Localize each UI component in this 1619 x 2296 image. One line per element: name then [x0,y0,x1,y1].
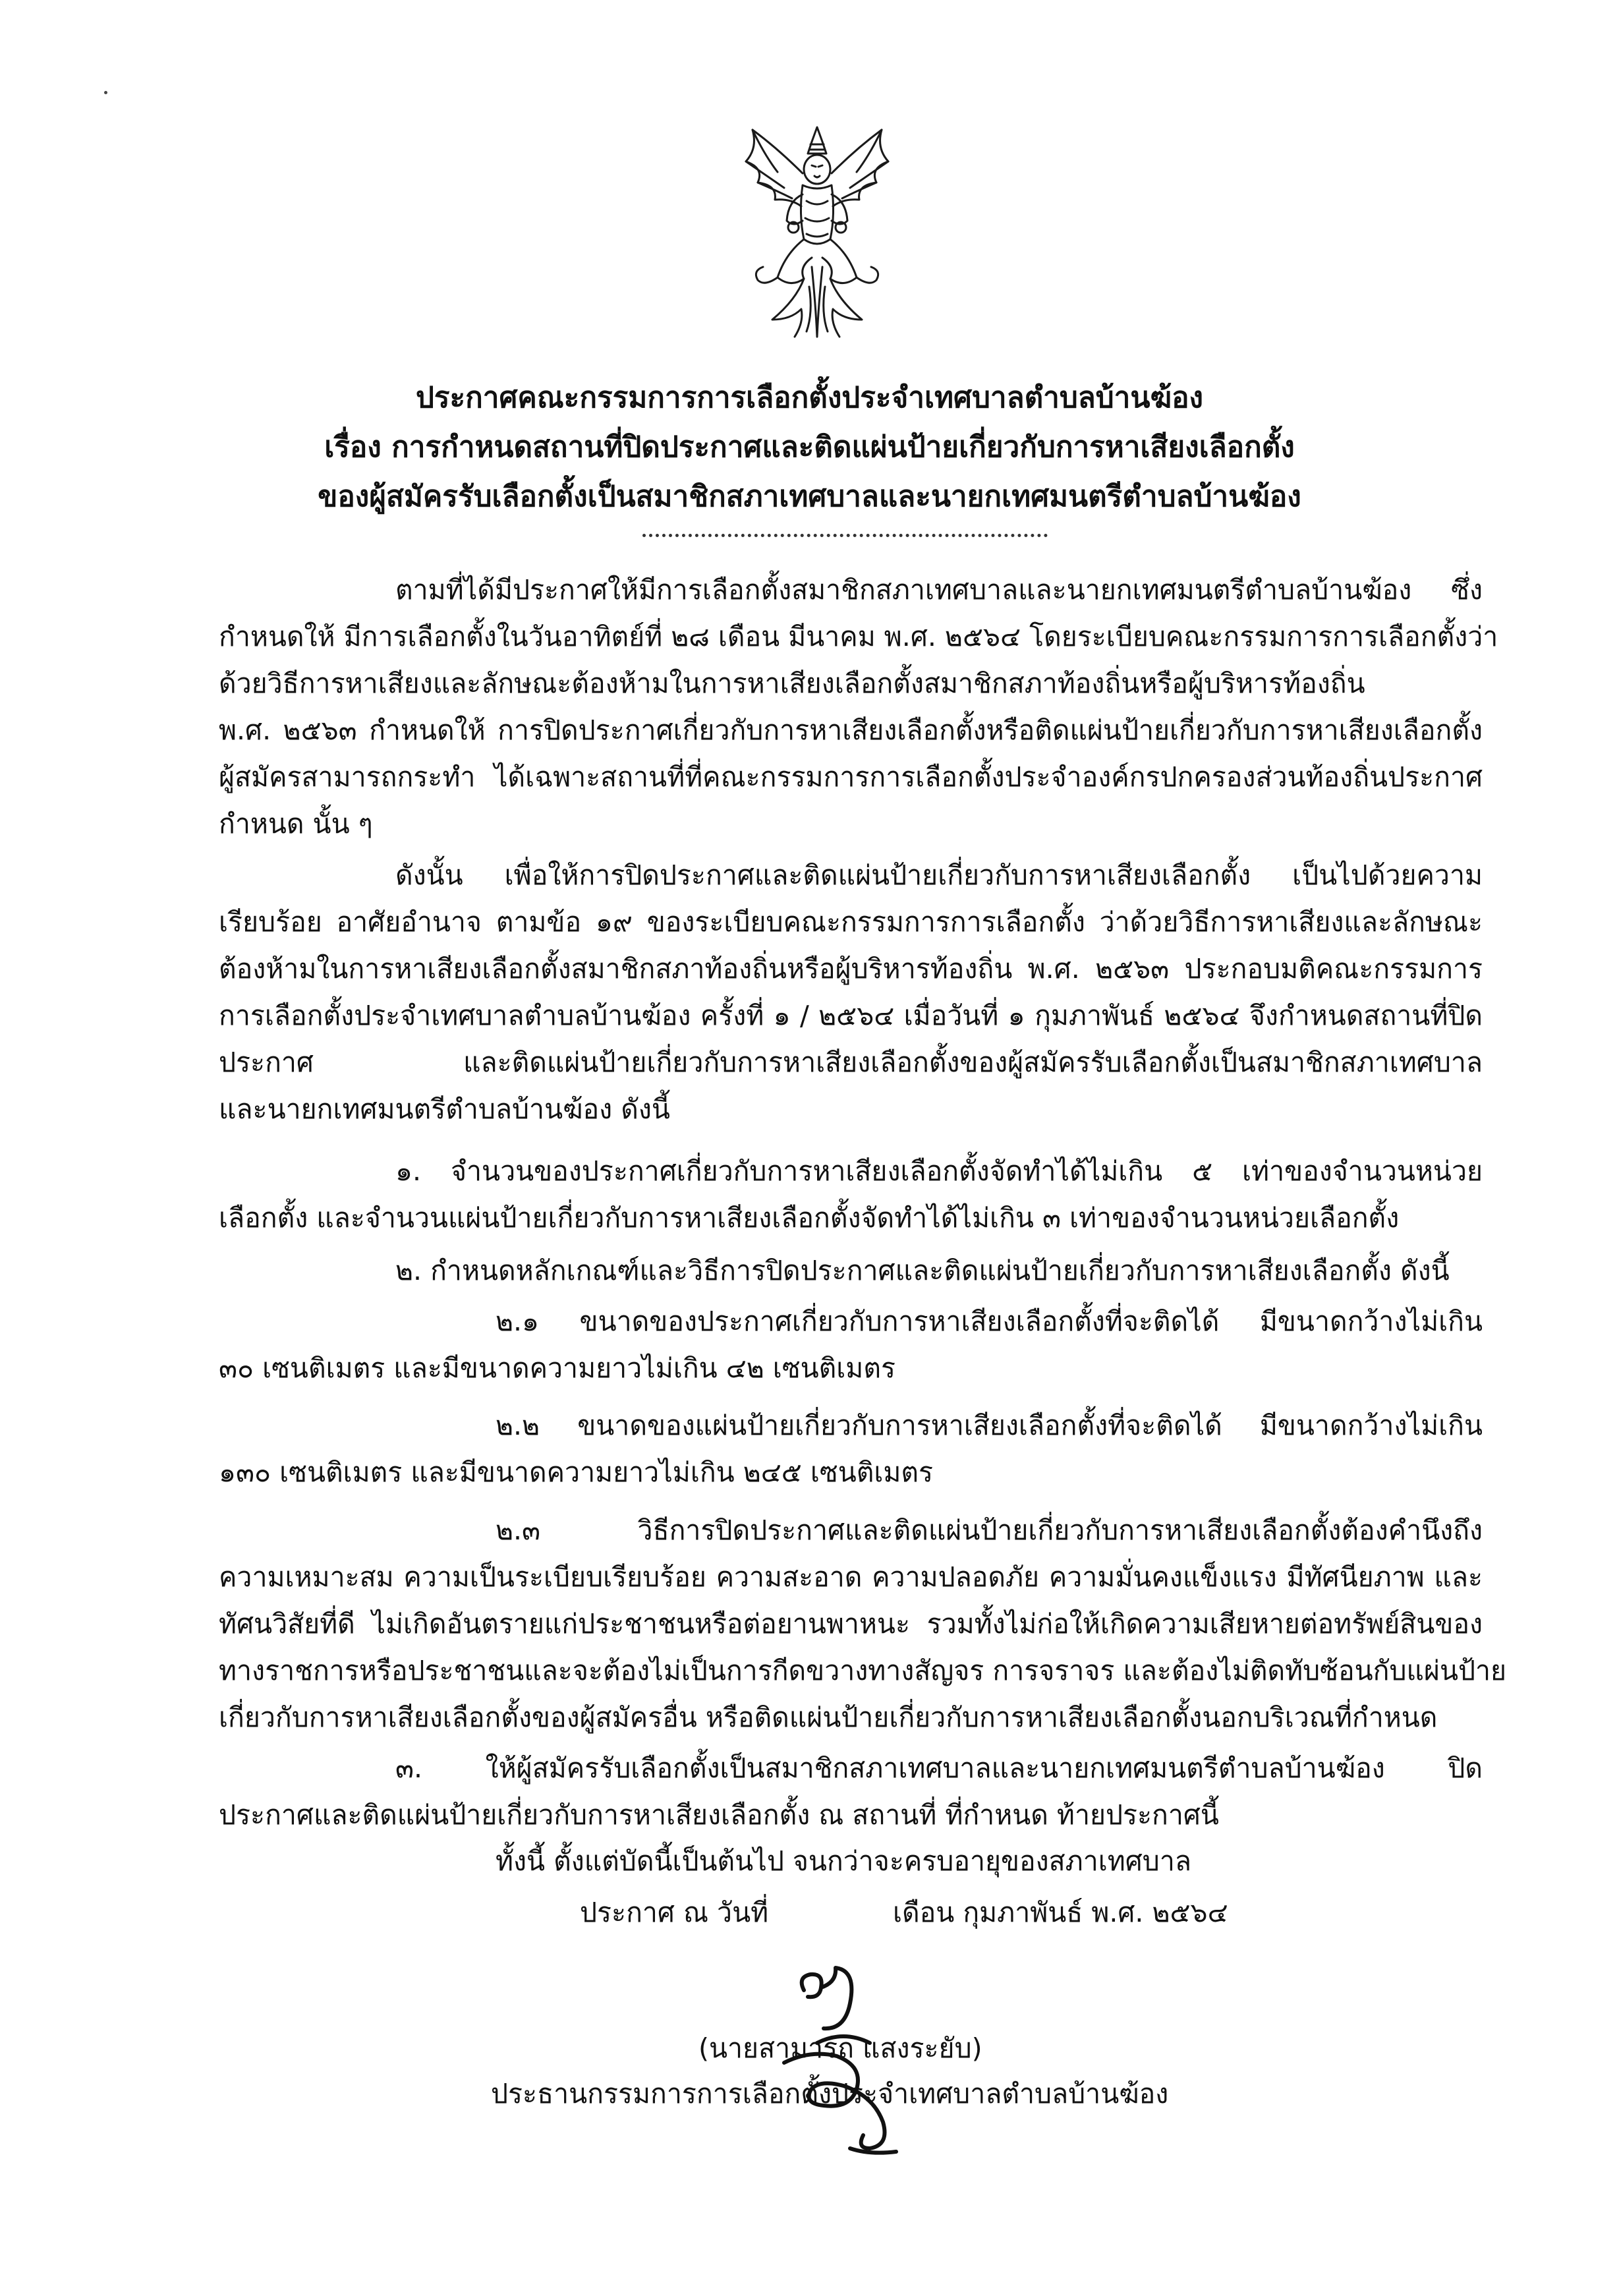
paragraph-2-line: การเลือกตั้งประจำเทศบาลตำบลบ้านฆ้อง ครั้งที่ ๑ / ๒๕๖๔ เมื่อวันที่ ๑ กุมภาพันธ์ ๒๕๖๔ จึงกำหนดสถานที่ปิด [219,1000,1483,1031]
announce-date-prefix: ประกาศ ณ วันที่ [580,1897,769,1928]
paragraph-2-line: เรียบร้อย อาศัยอำนาจ ตามข้อ ๑๙ ของระเบียบคณะกรรมการการเลือกตั้ง ว่าด้วยวิธีการหาเสียงและลักษณะ [219,906,1483,938]
paragraph-1-line: พ.ศ. ๒๕๖๓ กำหนดให้ การปิดประกาศเกี่ยวกับการหาเสียงเลือกตั้งหรือติดแผ่นป้ายเกี่ยวกับการหาเสียงเลือกตั้ง [219,714,1483,746]
item-2-2-line: ๒.๒ ขนาดของแผ่นป้ายเกี่ยวกับการหาเสียงเลือกตั้งที่จะติดได้ มีขนาดกว้างไม่เกิน [496,1410,1483,1441]
signer-name: (นายสามารถ แสงระยับ) [698,2032,982,2064]
paragraph-1-line: กำหนดให้ มีการเลือกตั้งในวันอาทิตย์ที่ ๒๘ เดือน มีนาคม พ.ศ. ๒๕๖๔ โดยระเบียบคณะกรรมการการเลือกตั้งว่า [219,621,1498,652]
item-1-line: เลือกตั้ง และจำนวนแผ่นป้ายเกี่ยวกับการหาเสียงเลือกตั้งจัดทำได้ไม่เกิน ๓ เท่าของจำนวนหน่วยเลือกตั้ง [219,1202,1400,1234]
paragraph-2-line: ต้องห้ามในการหาเสียงเลือกตั้งสมาชิกสภาท้องถิ่นหรือผู้บริหารท้องถิ่น พ.ศ. ๒๕๖๓ ประกอบมติคณะกรรมการ [219,953,1483,985]
item-3-line: ๓. ให้ผู้สมัครรับเลือกตั้งเป็นสมาชิกสภาเทศบาลและนายกเทศมนตรีตำบลบ้านฆ้อง ปิด [395,1752,1483,1784]
announcement-subject: เรื่อง การกำหนดสถานที่ปิดประกาศและติดแผ่นป้ายเกี่ยวกับการหาเสียงเลือกตั้ง [324,430,1295,464]
paragraph-1-line: กำหนด นั้น ๆ [219,808,373,840]
scan-speck [104,91,107,94]
item-1-line: ๑. จำนวนของประกาศเกี่ยวกับการหาเสียงเลือกตั้งจัดทำได้ไม่เกิน ๕ เท่าของจำนวนหน่วย [395,1155,1483,1187]
item-2-line: ๒. กำหนดหลักเกณฑ์และวิธีการปิดประกาศและติดแผ่นป้ายเกี่ยวกับการหาเสียงเลือกตั้ง ดังนี้ [395,1255,1450,1286]
paragraph-1-line: ผู้สมัครสามารถกระทำ ได้เฉพาะสถานที่ที่คณะกรรมการการเลือกตั้งประจำองค์กรปกครองส่วนท้องถิ่นประกาศ [219,761,1483,793]
item-2-3-line: ทางราชการหรือประชาชนและจะต้องไม่เป็นการกีดขวางทางสัญจร การจราจร และต้องไม่ติดทับซ้อนกับแผ่นป้าย [219,1655,1507,1686]
announce-date-month-year: เดือน กุมภาพันธ์ พ.ศ. ๒๕๖๔ [893,1897,1228,1928]
item-2-3-line: เกี่ยวกับการหาเสียงเลือกตั้งของผู้สมัครอื่น หรือติดแผ่นป้ายเกี่ยวกับการหาเสียงเลือกตั้งนอกบริเวณที่กำหนด [219,1702,1438,1733]
signer-title: ประธานกรรมการการเลือกตั้งประจำเทศบาลตำบลบ้านฆ้อง [491,2078,1169,2109]
closing-line: ทั้งนี้ ตั้งแต่บัดนี้เป็นต้นไป จนกว่าจะครบอายุของสภาเทศบาล [496,1845,1191,1877]
paragraph-1-line: ด้วยวิธีการหาเสียงและลักษณะต้องห้ามในการหาเสียงเลือกตั้งสมาชิกสภาท้องถิ่นหรือผู้บริหารท้องถิ่น [219,668,1365,699]
announcement-title: ประกาศคณะกรรมการการเลือกตั้งประจำเทศบาลตำบลบ้านฆ้อง [415,381,1204,415]
item-2-1-line: ๒.๑ ขนาดของประกาศเกี่ยวกับการหาเสียงเลือกตั้งที่จะติดได้ มีขนาดกว้างไม่เกิน [496,1306,1483,1337]
item-2-2-line: ๑๓๐ เซนติเมตร และมีขนาดความยาวไม่เกิน ๒๔๕ เซนติเมตร [219,1456,934,1488]
announcement-subject-continued: ของผู้สมัครรับเลือกตั้งเป็นสมาชิกสภาเทศบาลและนายกเทศมนตรีตำบลบ้านฆ้อง [318,480,1301,513]
paragraph-2-line: และนายกเทศมนตรีตำบลบ้านฆ้อง ดังนี้ [219,1093,670,1125]
dotted-separator [642,534,1048,537]
paragraph-1-line: ตามที่ได้มีประกาศให้มีการเลือกตั้งสมาชิกสภาเทศบาลและนายกเทศมนตรีตำบลบ้านฆ้อง ซึ่ง [395,574,1483,606]
paragraph-2-line: ประกาศ และติดแผ่นป้ายเกี่ยวกับการหาเสียงเลือกตั้งของผู้สมัครรับเลือกตั้งเป็นสมาชิกสภาเทศบาล [219,1047,1483,1078]
item-2-3-line: ความเหมาะสม ความเป็นระเบียบเรียบร้อย ความสะอาด ความปลอดภัย ความมั่นคงแข็งแรง มีทัศนียภาพ และ [219,1561,1483,1593]
item-3-line: ประกาศและติดแผ่นป้ายเกี่ยวกับการหาเสียงเลือกตั้ง ณ สถานที่ ที่กำหนด ท้ายประกาศนี้ [219,1799,1219,1831]
item-2-3-line: ทัศนวิสัยที่ดี ไม่เกิดอันตรายแก่ประชาชนหรือต่อยานพาหนะ รวมทั้งไม่ก่อให้เกิดความเสียหายต่อทรัพย์สินของ [219,1608,1483,1640]
item-2-3-line: ๒.๓ วิธีการปิดประกาศและติดแผ่นป้ายเกี่ยวกับการหาเสียงเลือกตั้งต้องคำนึงถึง [496,1514,1483,1546]
paragraph-2-line: ดังนั้น เพื่อให้การปิดประกาศและติดแผ่นป้ายเกี่ยวกับการหาเสียงเลือกตั้ง เป็นไปด้วยความ [395,859,1483,891]
item-2-1-line: ๓๐ เซนติเมตร และมีขนาดความยาวไม่เกิน ๔๒ เซนติเมตร [219,1352,895,1384]
garuda-emblem-icon [738,122,896,339]
